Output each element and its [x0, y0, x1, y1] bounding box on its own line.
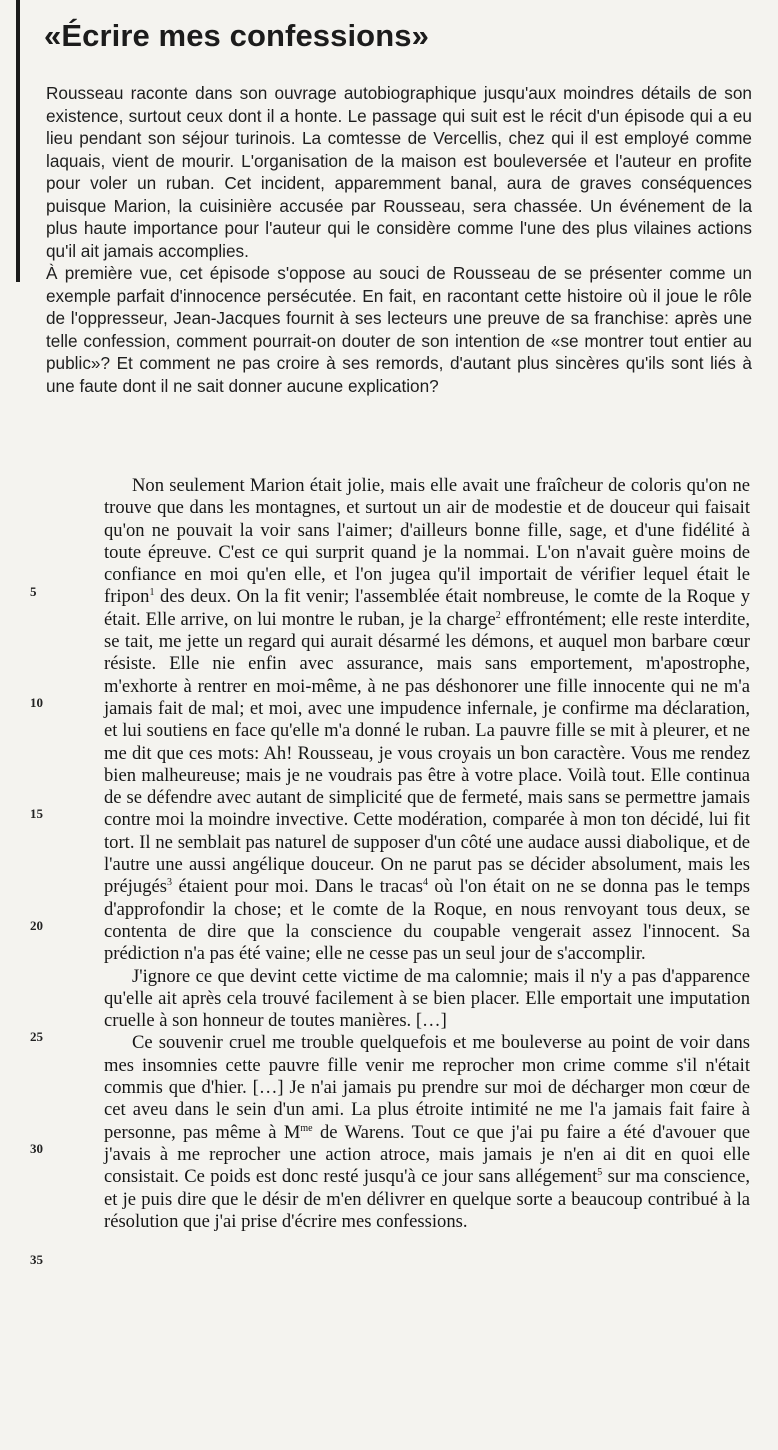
excerpt-text-run: Non seulement Marion était jolie, mais elle avait une fraîcheur de coloris qu'on ne trouve que dans les montagnes, et surtout un air de modestie et de douceur qui faisait qu'on ne pouvait la voir sans l'aimer; d'ailleurs bonne fille, sage, et d'une fidélité à toute épreuve. C'est ce qui surprit quand je la nommai. L'on n'avait guère moins de confiance en moi qu'en elle, et l'on jugea qu'il importait de vérifier lequel était le fripon	[104, 475, 750, 608]
excerpt-text-run: sur ma conscience, et je puis dire que le désir de m'en délivrer en quelque sorte a beaucoup contribué à la résolution que j'ai prise d'écrire mes confessions.	[104, 1166, 751, 1232]
excerpt-text-run: effrontément; elle reste interdite, se tait, me jette un regard qui aurait désarmé les démons, et auquel mon barbare cœur résiste. Elle nie enfin avec assurance, mais sans emportement, m'apostrophe, m'exhorte à rentrer en moi-même, à ne pas déshonorer une fille innocente qui ne m'a jamais fait de mal; et moi, avec une impudence infernale, je confirme ma déclaration, et lui soutiens en face qu'elle m'a donné le ruban. La pauvre fille se mit à pleurer, et ne me dit que ces mots: Ah! Rousseau, je vous croyais un bon caractère. Vous me rendez bien malheureuse; mais je ne voudrais pas être à votre place. Voilà tout. Elle continua de se défendre avec autant de simplicité que de fermeté, mais sans se permettre jamais contre moi la moindre invective. Cette modération, comparée à mon ton décidé, lui fit tort. Il ne semblait pas naturel de supposer d'un côté une audace aussi diabolique, et de l'autre une aussi angélique douceur. On ne parut pas se décider absolument, mais les préjugés	[104, 608, 750, 898]
footnote-marker: 2	[495, 609, 501, 621]
footnote-marker: 4	[422, 877, 428, 889]
excerpt-paragraph: J'ignore ce que devint cette victime de ma calomnie; mais il n'y a pas d'apparence qu'elle ait après cela trouvé facilement à se bien placer. Elle emportait une imputation cruelle à son honneur de toutes manières. […]	[104, 965, 750, 1032]
excerpt-text	[104, 475, 750, 1233]
footnote-marker: 1	[149, 587, 155, 599]
excerpt-text-run: des deux. On la fit venir; l'assemblée était nombreuse, le comte de la Roque y était. Elle arrive, on lui montre le ruban, je la charge	[104, 586, 750, 630]
title-abbreviation: me	[300, 1122, 313, 1134]
line-number: 20	[30, 918, 43, 933]
footnote-marker: 3	[167, 877, 172, 889]
line-number: 35	[30, 1252, 43, 1267]
line-number: 25	[30, 1029, 43, 1044]
left-margin-rule	[16, 0, 20, 282]
excerpt-paragraph	[104, 1032, 750, 1233]
excerpt-text-run: où l'on était on ne se donna pas le temps d'approfondir la chose; et le comte de la Roque, en nous renvoyant tous deux, se contenta de dire que la conscience du coupable vengerait assez l'innocent. Sa prédiction n'a pas été vaine; elle ne cesse pas un seul jour de s'accomplir.	[104, 876, 750, 965]
intro-paragraph: À première vue, cet épisode s'oppose au souci de Rousseau de se présenter comme un exemple parfait d'innocence persécutée. En fait, en racontant cette histoire où il joue le rôle de l'oppresseur, Jean-Jacques fournit à ses lecteurs une preuve de sa franchise: après une telle confession, comment pourrait-on douter de son intention de «se montrer tout entier au public»? Et comment ne pas croire à ses remords, d'autant plus sincères qu'ils sont liés à une faute dont il ne sait donner aucune explication?	[46, 263, 752, 396]
excerpt-paragraph	[104, 475, 750, 966]
excerpt-text-run: étaient pour moi. Dans le tracas	[172, 876, 423, 898]
intro-text	[46, 82, 752, 397]
page-title: «Écrire mes confessions»	[44, 18, 429, 53]
excerpt-text-run: Ce souvenir cruel me trouble quelquefois et me bouleverse au point de voir dans mes insomnies cette pauvre fille venir me reprocher mon crime comme s'il n'était commis que d'hier. […] Je n'ai jamais pu prendre sur moi de décharger mon cœur de cet aveu dans le sein d'un ami. La plus étroite intimité ne me l'a jamais fait faire à personne, pas même à M	[104, 1032, 750, 1143]
line-number: 10	[30, 695, 43, 710]
line-number: 30	[30, 1141, 43, 1156]
excerpt-text-run: de Warens. Tout ce que j'ai pu faire a été d'avouer que j'avais à me reprocher une action atroce, mais jamais je n'en ai dit en quoi elle consistait. Ce poids est donc resté jusqu'à ce jour sans allégement	[104, 1121, 751, 1188]
intro-paragraph: Rousseau raconte dans son ouvrage autobiographique jusqu'aux moindres détails de son existence, surtout ceux dont il a honte. Le passage qui suit est le récit d'un épisode qui a eu lieu pendant son séjour turinois. La comtesse de Vercellis, chez qui il est employé comme laquais, vient de mourir. L'organisation de la maison est bouleversée et l'auteur en profite pour voler un ruban. Cet incident, apparemment banal, aura de graves conséquences puisque Marion, la cuisinière accusée par Rousseau, sera chassée. Un événement de la plus haute importance pour l'auteur qui le considère comme l'une des plus vilaines actions qu'il ait jamais accomplies.	[46, 83, 752, 261]
footnote-marker: 5	[597, 1167, 603, 1179]
line-number: 15	[30, 806, 43, 821]
line-number: 5	[30, 584, 37, 599]
